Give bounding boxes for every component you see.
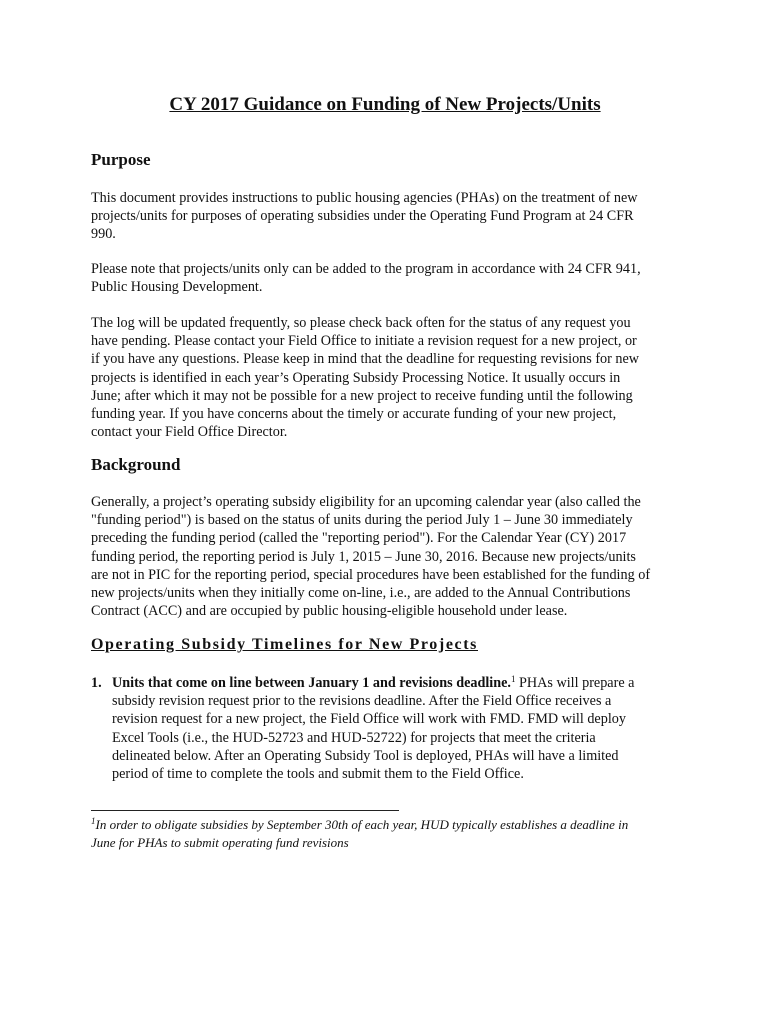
text-line: This document provides instructions to public housing agencies (PHAs) on the treatment of new (91, 190, 638, 206)
text-line: are not in PIC for the reporting period, special procedures have been established for the funding of (91, 566, 651, 583)
list-item-lead: Units that come on line between January 1 and revisions deadline. (112, 675, 511, 691)
footnote (91, 816, 691, 852)
list-item-number: 1. (91, 675, 102, 691)
list-item-first-line (112, 674, 692, 692)
text-line: funding period, the reporting period is July 1, 2015 – June 30, 2016. Because new projects/units (91, 548, 636, 565)
purpose-paragraph-3 (91, 314, 691, 441)
text-line: projects is identified in each year’s Operating Subsidy Processing Notice. It usually occurs in (91, 369, 621, 386)
document-title: CY 2017 Guidance on Funding of New Projects/Units (169, 94, 601, 115)
text-line: have pending. Please contact your Field Office to initiate a revision request for a new project, or (91, 333, 637, 350)
purpose-paragraph-2 (91, 260, 691, 296)
text-line: delineated below. After an Operating Subsidy Tool is deployed, PHAs will have a limited (112, 747, 619, 764)
footnote-divider (91, 810, 399, 811)
purpose-heading: Purpose (91, 150, 151, 169)
text-line: The log will be updated frequently, so please check back often for the status of any request you (91, 315, 631, 331)
text-line: contact your Field Office Director. (91, 424, 288, 441)
text-line: if you have any questions. Please keep in mind that the deadline for requesting revisions for new (91, 351, 640, 368)
background-heading: Background (91, 455, 181, 474)
text-line: Public Housing Development. (91, 279, 263, 296)
footnote-text: In order to obligate subsidies by September 30th of each year, HUD typically establishes a deadline in (95, 817, 629, 832)
text-line: preceding the funding period (called the "reporting period"). For the Calendar Year (CY) 2017 (91, 530, 627, 547)
list-item (112, 674, 692, 783)
text-line: 990. (91, 226, 116, 243)
footnote-mark: 1 (91, 816, 96, 826)
timelines-heading: Operating Subsidy Timelines for New Projects (91, 636, 478, 653)
footnote-reference[interactable]: 1 (510, 674, 516, 684)
text-line: new projects/units when they initially come on-line, i.e., are added to the Annual Contributions (91, 585, 631, 602)
text-line: projects/units for purposes of operating subsidies under the Operating Fund Program at 24 CFR (91, 208, 634, 225)
text-line: Contract (ACC) and are occupied by public housing-eligible household under lease. (91, 603, 568, 620)
footnote-line: June for PHAs to submit operating fund revisions (91, 835, 349, 850)
text-line: revision request for a new project, the Field Office will work with FMD. FMD will deploy (112, 711, 626, 728)
text-line: Excel Tools (i.e., the HUD-52723 and HUD-52722) for projects that meet the criteria (112, 729, 596, 746)
footnote-line (91, 816, 691, 834)
purpose-paragraph-1 (91, 189, 691, 244)
list-item-first-rest: PHAs will prepare a (515, 675, 635, 691)
text-line: period of time to complete the tools and submit them to the Field Office. (112, 766, 524, 783)
text-line: "funding period") is based on the status of units during the period July 1 – June 30 immediately (91, 512, 633, 529)
text-line: Generally, a project’s operating subsidy eligibility for an upcoming calendar year (also called the (91, 494, 641, 510)
text-line: Please note that projects/units only can be added to the program in accordance with 24 CFR 941, (91, 261, 641, 277)
text-line: subsidy revision request prior to the revisions deadline. After the Field Office receives a (112, 693, 612, 710)
background-paragraph (91, 493, 691, 620)
text-line: funding year. If you have concerns about the timely or accurate funding of your new project, (91, 406, 617, 423)
text-line: June; after which it may not be possible for a new project to receive funding until the following (91, 387, 633, 404)
